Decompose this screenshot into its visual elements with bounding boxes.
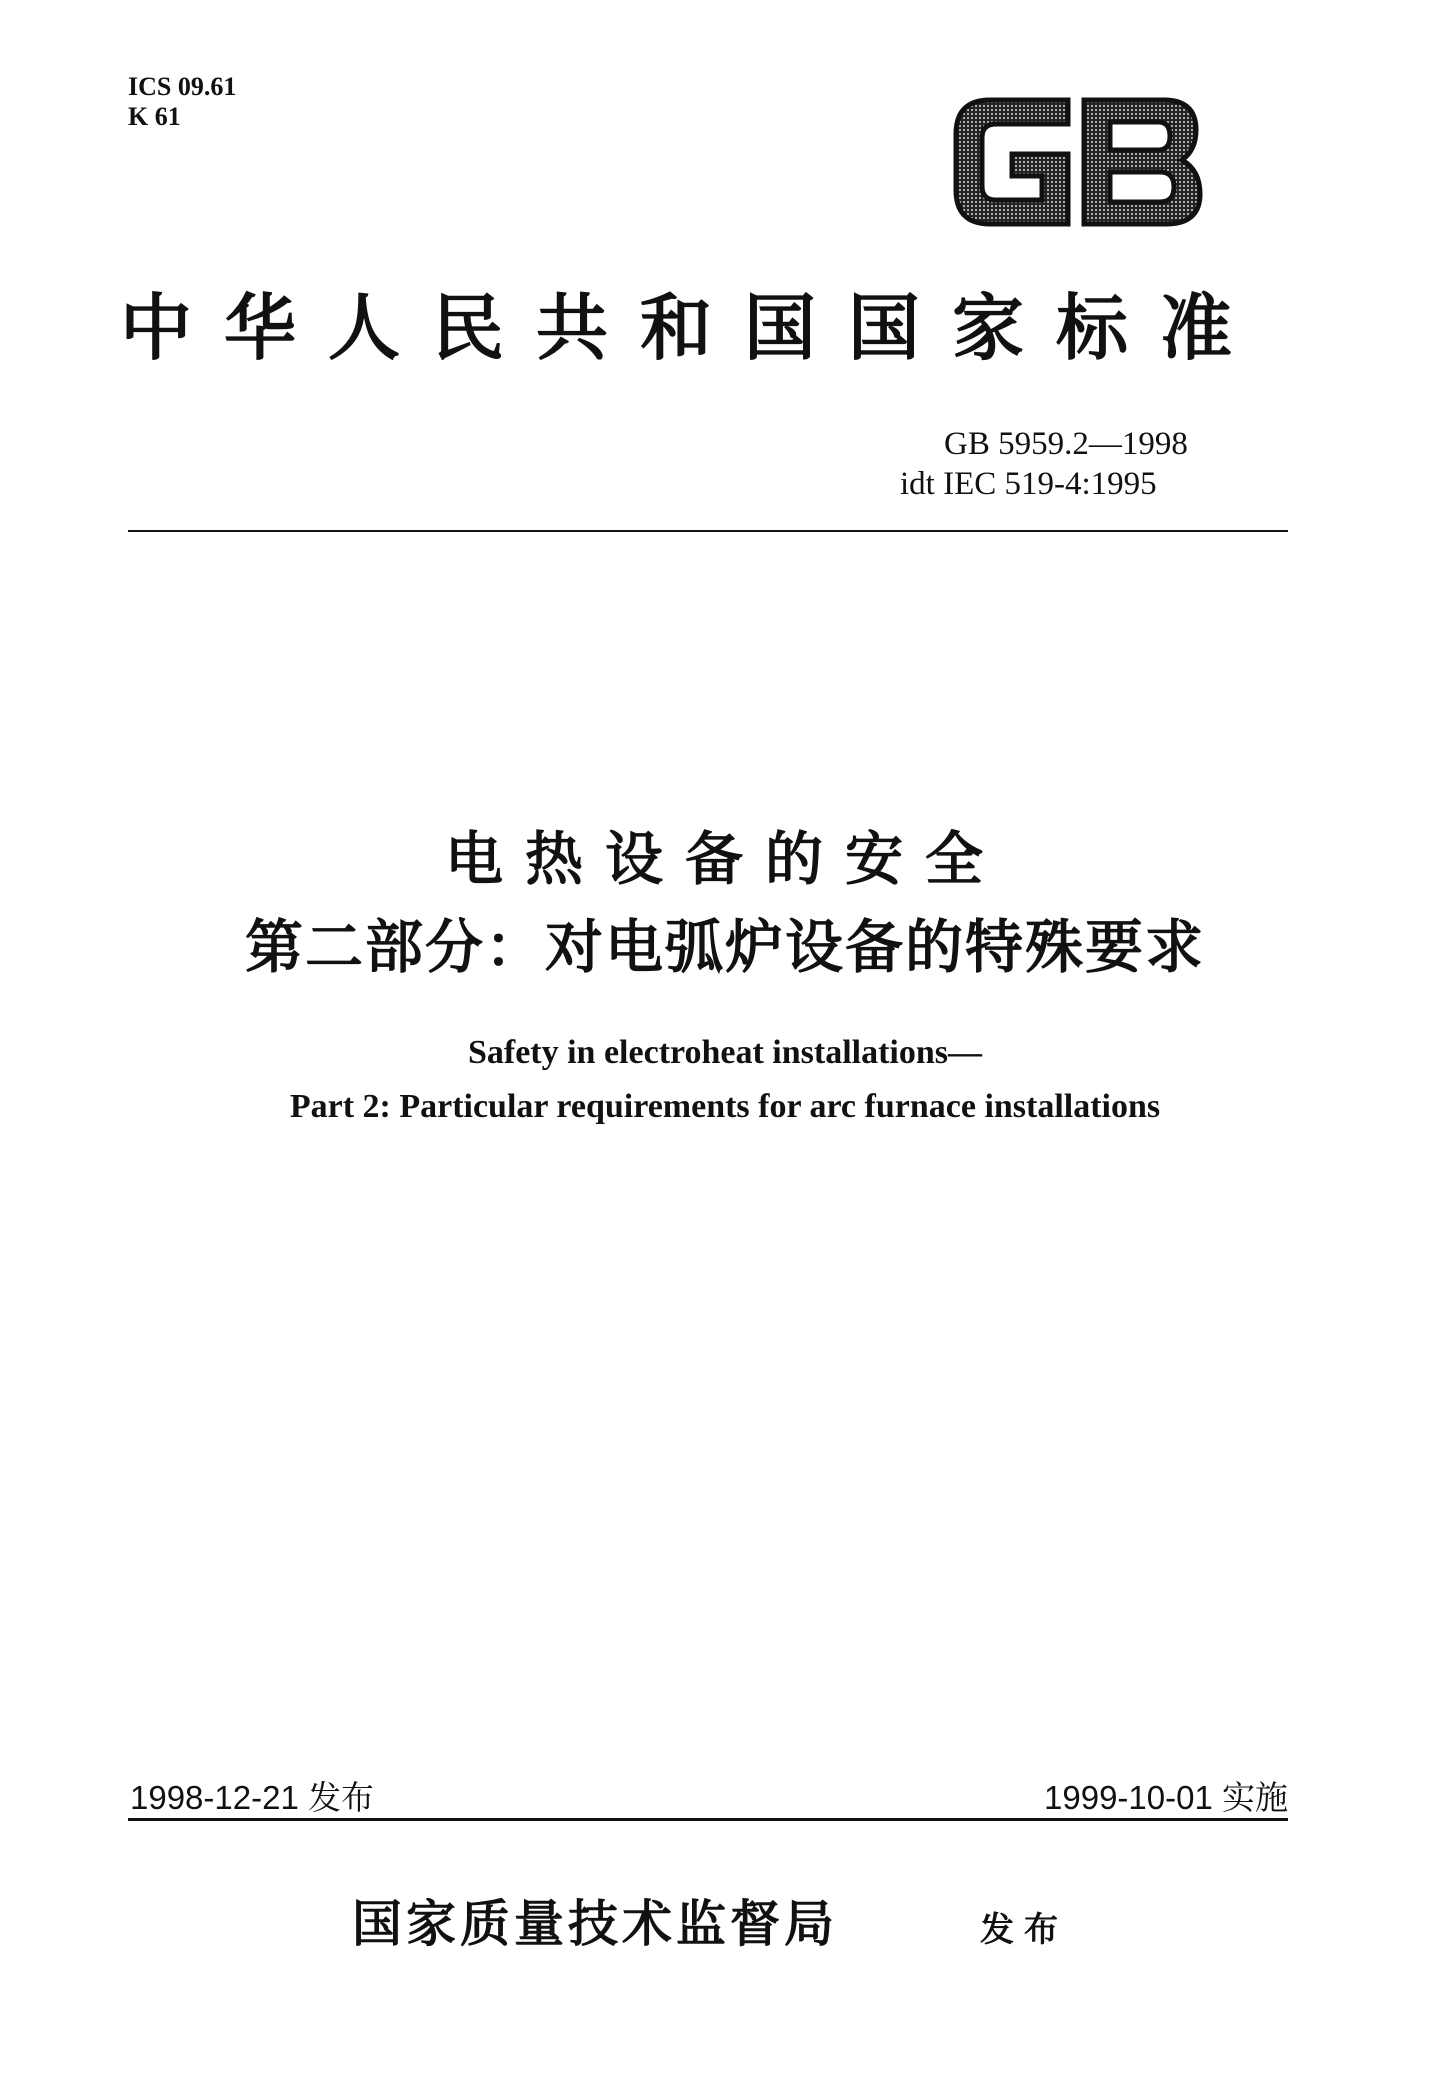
top-divider	[128, 530, 1288, 532]
standard-number-block	[900, 424, 1188, 504]
publisher-name: 国家质量技术监督局	[352, 1894, 838, 1953]
english-title-line-1: Safety in electroheat installations—	[467, 1034, 983, 1071]
chinese-title-line-2: 第二部分：对电弧炉设备的特殊要求	[244, 913, 1205, 981]
ccs-code: K 61	[128, 102, 181, 131]
bottom-divider	[128, 1818, 1288, 1821]
classification-codes	[128, 72, 236, 132]
identical-standard: idt IEC 519-4:1995	[900, 466, 1157, 502]
standard-number: GB 5959.2—1998	[944, 426, 1188, 462]
issue-date: 1998-12-21 发布	[130, 1779, 374, 1816]
ics-code: ICS 09.61	[128, 72, 237, 101]
publisher-suffix: 发布	[980, 1910, 1068, 1950]
english-title-line-2: Part 2: Particular requirements for arc furnace installations	[289, 1088, 1161, 1125]
chinese-title-line-1: 电热设备的安全	[444, 825, 1005, 893]
gb-logo	[950, 92, 1205, 232]
effective-date: 1999-10-01 实施	[1044, 1779, 1288, 1816]
national-standard-heading: 中华人民共和国国家标准	[120, 285, 1265, 370]
